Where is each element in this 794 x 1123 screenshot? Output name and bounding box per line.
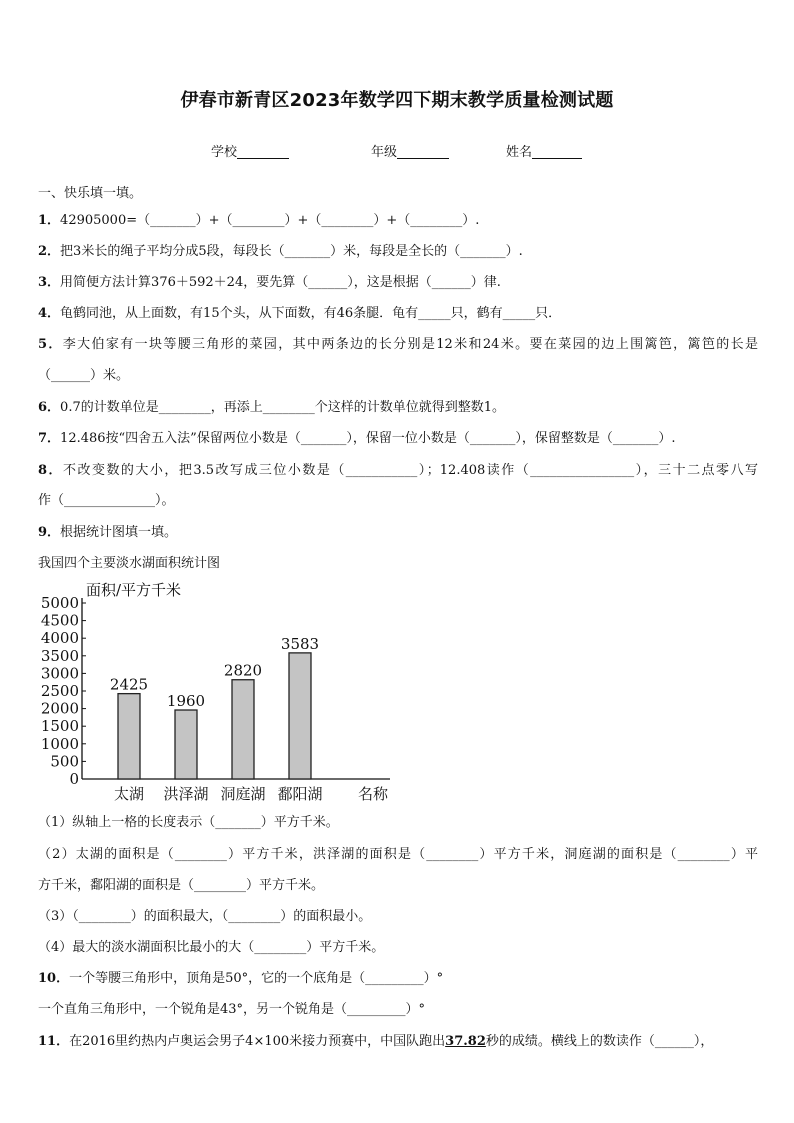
- question-number: 3．: [38, 275, 61, 290]
- question-number: 9．: [38, 525, 61, 540]
- question-9-3: （3）（________）的面积最大，（________）的面积最小。: [38, 909, 372, 924]
- page-title: 伊春市新青区2023年数学四下期末教学质量检测试题: [180, 90, 614, 111]
- y-tick-label: 3000: [40, 664, 79, 683]
- question-text-end: 秒的成绩。横线上的数读作（______），: [485, 1034, 714, 1049]
- question-5-line2: （______）米。: [38, 368, 130, 383]
- y-tick-label: 4500: [40, 611, 79, 630]
- question-9: [38, 521, 177, 540]
- data-label: 1960: [166, 692, 206, 711]
- x-tick-label: 鄱阳湖: [277, 785, 323, 803]
- school-label: 学校: [211, 145, 238, 160]
- data-label: 2425: [109, 675, 149, 694]
- question-1: [38, 209, 479, 228]
- x-axis-label: 名称: [357, 785, 389, 803]
- question-number: 4．: [38, 306, 61, 321]
- y-tick-label: 500: [50, 752, 79, 771]
- bar: [175, 710, 197, 779]
- name-field: [506, 141, 582, 160]
- y-tick-label: 4000: [40, 629, 79, 648]
- question-7: [38, 427, 675, 446]
- question-number: 1．: [38, 213, 61, 228]
- y-tick-label: 5000: [40, 594, 79, 612]
- y-tick-label: 2500: [40, 682, 79, 700]
- question-text: 龟鹤同池，从上面数，有15个头，从下面数，有46条腿．龟有_____只，鹤有_____只．: [60, 306, 562, 321]
- question-4: [38, 302, 561, 321]
- y-tick-label: 2000: [40, 699, 79, 718]
- underlined-number: 37.82: [445, 1034, 486, 1049]
- question-text: 把3米长的绳子平均分成5段，每段长（_______）米，每段是全长的（_______）.: [60, 244, 523, 259]
- question-number: 11．: [38, 1034, 70, 1049]
- section-heading: 一、快乐填一填。: [38, 186, 143, 201]
- data-label: 3583: [280, 634, 320, 653]
- y-axis-label: 面积/平方千米: [86, 581, 182, 599]
- question-8-line1: [38, 459, 758, 478]
- question-number: 7．: [38, 431, 61, 446]
- grade-field: [371, 141, 449, 160]
- question-number: 2．: [38, 244, 61, 259]
- name-blank[interactable]: [532, 144, 582, 159]
- school-field: [211, 141, 289, 160]
- x-tick-label: 洞庭湖: [220, 785, 266, 803]
- y-tick-label: 0: [69, 770, 79, 788]
- y-tick-label: 1000: [40, 734, 79, 753]
- question-number: 10．: [38, 971, 70, 986]
- question-text: 用简便方法计算376＋592＋24，要先算（______），这是根据（______）律.: [60, 275, 501, 290]
- bar-chart: [38, 576, 398, 806]
- question-text: 12.486按“四舍五入法”保留两位小数是（_______），保留一位小数是（_______），保留整数是（_______）.: [60, 431, 676, 446]
- grade-label: 年级: [371, 145, 398, 160]
- question-number: 8．: [38, 463, 64, 478]
- question-text: 李大伯家有一块等腰三角形的菜园，其中两条边的长分别是12米和24米。要在菜园的边上围篱笆，篱笆的长是: [62, 337, 758, 352]
- question-text: 在2016里约热内卢奥运会男子4×100米接力预赛中，中国队跑出: [69, 1034, 446, 1049]
- question-5-line1: [38, 333, 758, 352]
- question-9-4: （4）最大的淡水湖面积比最小的大（________）平方千米。: [38, 940, 385, 955]
- question-text: 42905000=（_______）+（________）+（________）+（________）.: [60, 213, 480, 228]
- question-8-line2: 作（______________）。: [38, 493, 175, 508]
- question-11: [38, 1030, 713, 1049]
- question-3: [38, 271, 501, 290]
- y-tick-label: 1500: [40, 717, 79, 736]
- bar: [118, 694, 140, 779]
- school-blank[interactable]: [237, 144, 289, 159]
- question-number: 6．: [38, 400, 61, 415]
- question-9-2-line1: （2）太湖的面积是（________）平方千米，洪泽湖的面积是（________）平方千米，洞庭湖的面积是（________）平: [38, 847, 758, 862]
- bar: [289, 653, 311, 779]
- name-label: 姓名: [506, 145, 533, 160]
- question-text: 根据统计图填一填。: [60, 525, 178, 540]
- question-text: 一个等腰三角形中，顶角是50°，它的一个底角是（_________）°: [69, 971, 444, 986]
- y-tick-label: 3500: [40, 646, 79, 665]
- data-label: 2820: [223, 661, 263, 680]
- question-10-line2: 一个直角三角形中，一个锐角是43°，另一个锐角是（_________）°: [38, 1002, 426, 1017]
- x-tick-label: 洪泽湖: [163, 785, 209, 803]
- question-9-2-line2: 方千米，鄱阳湖的面积是（________）平方千米。: [38, 878, 325, 893]
- x-tick-label: 太湖: [113, 785, 145, 803]
- question-text: 不改变数的大小，把3.5改写成三位小数是（___________）；12.408读作（________________），三十二点零八写: [63, 463, 758, 478]
- chart-caption: 我国四个主要淡水湖面积统计图: [38, 556, 221, 571]
- question-6: [38, 396, 505, 415]
- question-2: [38, 240, 523, 259]
- question-10-line1: [38, 967, 443, 986]
- question-number: 5．: [38, 337, 63, 352]
- question-text: 0.7的计数单位是________，再添上________个这样的计数单位就得到整数1。: [60, 400, 505, 415]
- grade-blank[interactable]: [397, 144, 449, 159]
- question-9-1: （1）纵轴上一格的长度表示（_______）平方千米。: [38, 815, 339, 830]
- bar: [232, 680, 254, 779]
